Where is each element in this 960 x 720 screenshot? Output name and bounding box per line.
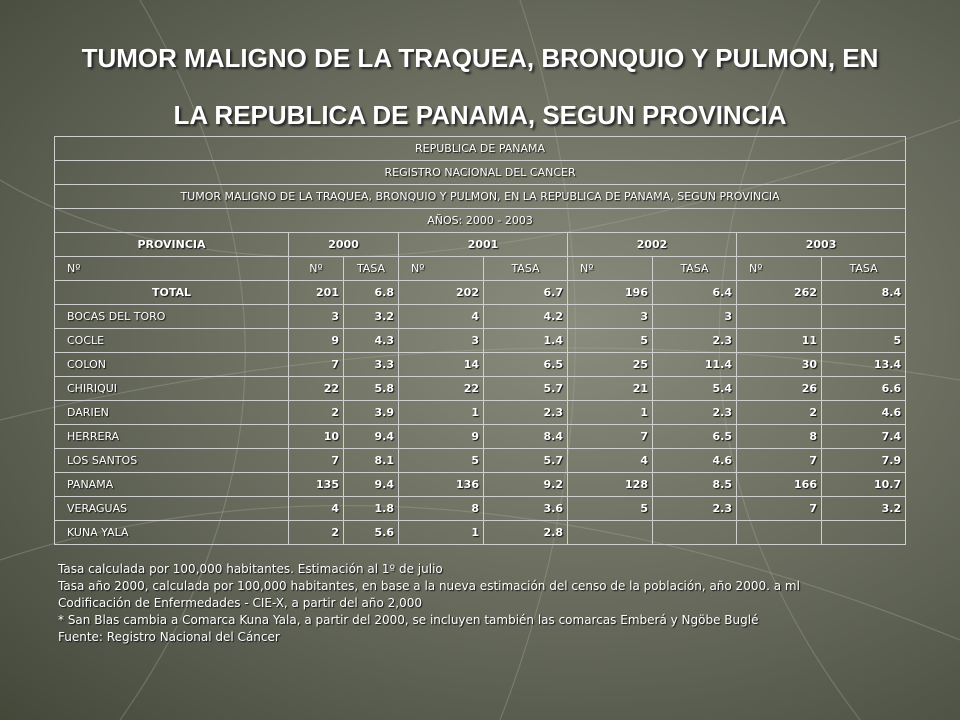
cell-count: 10 [289,425,344,449]
province-name: COCLE [55,329,289,353]
cell-rate [653,521,737,545]
cell-count: 4 [289,497,344,521]
cell-rate: 5.4 [653,377,737,401]
province-name: KUNA YALA [55,521,289,545]
table-row [55,473,906,497]
cell-count: 3 [289,305,344,329]
cell-rate: 3.6 [484,497,568,521]
cell-rate: 6.5 [484,353,568,377]
table-row [55,521,906,545]
cell-count: 22 [399,377,484,401]
cell-rate: 4.3 [344,329,399,353]
subheader-num: Nº [289,257,344,281]
table-row [55,377,906,401]
province-name: PANAMA [55,473,289,497]
cell-count: 8 [737,425,822,449]
cell-rate: 1.8 [344,497,399,521]
cell-count: 26 [737,377,822,401]
title-line-1: TUMOR MALIGNO DE LA TRAQUEA, BRONQUIO Y PULMON, EN [81,43,879,73]
cell-count: 136 [399,473,484,497]
cell-count: 11 [737,329,822,353]
province-name: CHIRIQUI [55,377,289,401]
cell-rate: 3 [653,305,737,329]
cell-count: 201 [289,281,344,305]
cell-count: 30 [737,353,822,377]
cell-rate: 6.4 [653,281,737,305]
cell-rate: 6.5 [653,425,737,449]
cell-count: 5 [568,497,653,521]
cell-rate: 11.4 [653,353,737,377]
cell-count: 7 [289,353,344,377]
cell-rate: 7.9 [822,449,906,473]
cell-rate: 8.5 [653,473,737,497]
cell-rate: 8.4 [484,425,568,449]
cell-rate [822,521,906,545]
cell-count: 166 [737,473,822,497]
subheader-tasa: TASA [822,257,906,281]
cell-rate: 4.6 [653,449,737,473]
cell-rate: 2.3 [653,497,737,521]
cell-count: 14 [399,353,484,377]
cell-rate: 4.6 [822,401,906,425]
cell-rate: 13.4 [822,353,906,377]
province-name: TOTAL [55,281,289,305]
col-header-year: 2003 [737,233,906,257]
cell-rate: 8.1 [344,449,399,473]
subheader-tasa: TASA [653,257,737,281]
footnote: Tasa año 2000, calculada por 100,000 habitantes, en base a la nueva estimación del censo de la población, año 2000. a ml [58,579,800,593]
province-name: BOCAS DEL TORO [55,305,289,329]
subheader-num: Nº [568,257,653,281]
cell-count [568,521,653,545]
cell-count: 3 [399,329,484,353]
cell-rate: 9.2 [484,473,568,497]
table-row [55,281,906,305]
table-header-country: REPUBLICA DE PANAMA [55,137,906,161]
cell-rate: 8.4 [822,281,906,305]
cell-rate: 5.8 [344,377,399,401]
table-row [55,449,906,473]
cell-rate: 2.3 [653,329,737,353]
cell-count: 1 [399,521,484,545]
cell-count: 135 [289,473,344,497]
cell-count: 128 [568,473,653,497]
cell-rate [822,305,906,329]
cell-rate: 3.2 [822,497,906,521]
table-header-years: AÑOS: 2000 - 2003 [55,209,906,233]
cell-count: 22 [289,377,344,401]
cell-rate: 10.7 [822,473,906,497]
cell-count: 2 [289,521,344,545]
cell-rate: 9.4 [344,473,399,497]
cell-rate: 2.3 [484,401,568,425]
cell-rate: 3.2 [344,305,399,329]
subheader-num: Nº [55,257,289,281]
cell-rate: 3.9 [344,401,399,425]
cell-count: 9 [399,425,484,449]
province-name: COLON [55,353,289,377]
table-row [55,353,906,377]
cell-rate: 7.4 [822,425,906,449]
footnote: Tasa calculada por 100,000 habitantes. Estimación al 1º de julio [58,562,443,576]
cancer-data-table [54,136,906,545]
cell-count: 4 [399,305,484,329]
table-row [55,305,906,329]
cell-rate: 2.8 [484,521,568,545]
province-name: LOS SANTOS [55,449,289,473]
table-row [55,401,906,425]
cell-count: 2 [289,401,344,425]
footnote-source: Fuente: Registro Nacional del Cáncer [58,630,280,644]
cell-rate: 1.4 [484,329,568,353]
cell-count: 25 [568,353,653,377]
cell-rate: 6.6 [822,377,906,401]
cell-count: 4 [568,449,653,473]
table-header-registry: REGISTRO NACIONAL DEL CANCER [55,161,906,185]
cell-rate: 4.2 [484,305,568,329]
footnote: * San Blas cambia a Comarca Kuna Yala, a partir del 2000, se incluyen también las comarcas Emberá y Ngöbe Buglé [58,613,759,627]
table-row [55,329,906,353]
cell-count: 21 [568,377,653,401]
cell-rate: 2.3 [653,401,737,425]
table-row [55,425,906,449]
province-name: VERAGUAS [55,497,289,521]
col-header-provincia: PROVINCIA [55,233,289,257]
cell-count: 1 [568,401,653,425]
cell-count: 202 [399,281,484,305]
table-row [55,497,906,521]
cell-count: 9 [289,329,344,353]
title-line-2: LA REPUBLICA DE PANAMA, SEGUN PROVINCIA [173,100,787,130]
cell-rate: 5.7 [484,449,568,473]
col-header-year: 2002 [568,233,737,257]
cell-count: 1 [399,401,484,425]
province-name: HERRERA [55,425,289,449]
subheader-tasa: TASA [344,257,399,281]
table-header-subject: TUMOR MALIGNO DE LA TRAQUEA, BRONQUIO Y PULMON, EN LA REPUBLICA DE PANAMA, SEGUN PROVINCIA [55,185,906,209]
cell-count: 8 [399,497,484,521]
cell-rate: 6.7 [484,281,568,305]
cell-count: 7 [568,425,653,449]
cell-rate: 5.7 [484,377,568,401]
cell-count: 5 [568,329,653,353]
subheader-num: Nº [399,257,484,281]
cell-count: 262 [737,281,822,305]
cell-rate: 6.8 [344,281,399,305]
cell-count [737,305,822,329]
cell-count: 196 [568,281,653,305]
slide-title [0,30,960,144]
cell-rate: 5.6 [344,521,399,545]
cell-count: 7 [737,449,822,473]
subheader-tasa: TASA [484,257,568,281]
cell-rate: 9.4 [344,425,399,449]
cell-count: 7 [737,497,822,521]
subheader-num: Nº [737,257,822,281]
cell-count: 5 [399,449,484,473]
province-name: DARIEN [55,401,289,425]
cell-count: 3 [568,305,653,329]
cell-rate: 3.3 [344,353,399,377]
cell-count: 7 [289,449,344,473]
col-header-year: 2001 [399,233,568,257]
footnotes [58,562,888,647]
cell-count: 2 [737,401,822,425]
cell-count [737,521,822,545]
col-header-year: 2000 [289,233,399,257]
cell-rate: 5 [822,329,906,353]
footnote: Codificación de Enfermedades - CIE-X, a partir del año 2,000 [58,596,423,610]
